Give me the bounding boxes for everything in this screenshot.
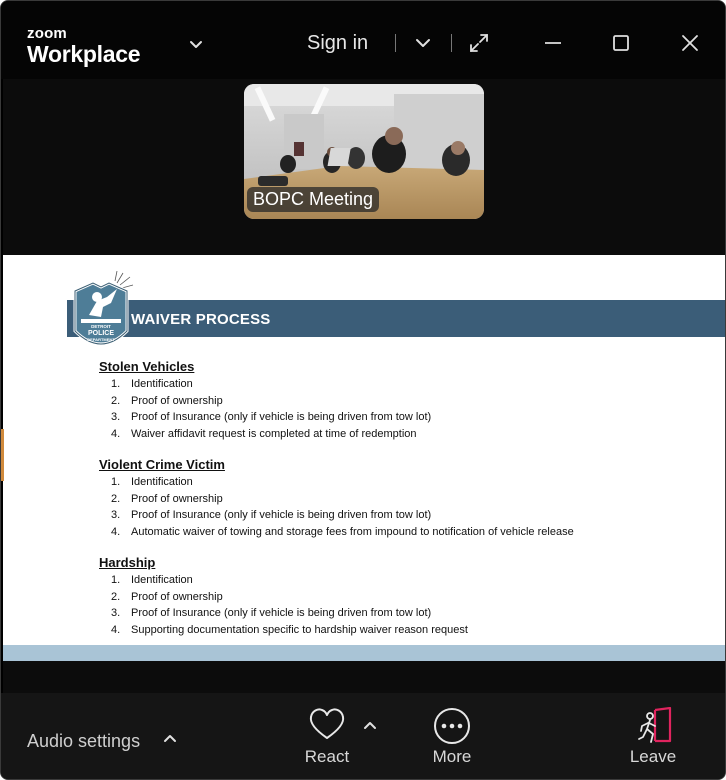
more-button[interactable] [426, 707, 478, 767]
requirements-list [99, 572, 468, 639]
slide-footer-band [3, 645, 725, 661]
audio-settings-button[interactable]: Audio settings [27, 731, 141, 751]
react-label: React [304, 747, 350, 766]
shared-screen-slide [3, 255, 725, 661]
maximize-icon[interactable] [610, 32, 632, 54]
chevron-down-icon[interactable] [187, 36, 205, 54]
more-icon [433, 707, 471, 745]
titlebar-divider [395, 34, 396, 52]
list-item: 3. Proof of Insurance (only if vehicle is being driven from tow lot) [111, 607, 432, 620]
list-item: 2. Proof of ownership [111, 590, 223, 603]
svg-text:DETROIT: DETROIT [91, 324, 111, 329]
participant-name-label: BOPC Meeting [247, 187, 379, 212]
brand-zoom-text: zoom [27, 25, 67, 42]
section-heading: Hardship [99, 555, 156, 570]
chevron-down-icon[interactable] [412, 32, 434, 54]
list-item: 3. Proof of Insurance (only if vehicle is being driven from tow lot) [111, 509, 432, 522]
list-item: 1. Identification [111, 378, 193, 390]
expand-icon[interactable] [468, 32, 490, 54]
leave-button[interactable] [627, 707, 679, 767]
zoom-workplace-logo [27, 27, 140, 67]
police-badge-logo [67, 271, 139, 359]
list-item: 1. Identification [111, 574, 193, 586]
brand-workplace-text: Workplace [27, 41, 141, 67]
slide-title: WAIVER PROCESS [131, 311, 271, 328]
titlebar-divider [451, 34, 452, 52]
section-heading: Stolen Vehicles [99, 359, 195, 374]
section-hardship [99, 555, 468, 639]
sign-in-button[interactable]: Sign in [307, 32, 369, 54]
meeting-toolbar [1, 693, 726, 780]
section-heading: Violent Crime Victim [99, 457, 225, 472]
more-label: More [432, 747, 472, 766]
svg-text:POLICE: POLICE [87, 330, 115, 337]
background-window-edge [1, 429, 4, 481]
react-button[interactable] [303, 707, 351, 767]
list-item: 2. Proof of ownership [111, 394, 223, 407]
section-violent-crime-victim [99, 457, 574, 541]
list-item: 3. Proof of Insurance (only if vehicle is being driven from tow lot) [111, 411, 432, 424]
list-item: 2. Proof of ownership [111, 492, 223, 505]
requirements-list [99, 376, 431, 443]
list-item: 4. Waiver affidavit request is completed at time of redemption [111, 428, 417, 441]
minimize-icon[interactable] [542, 32, 564, 54]
requirements-list [99, 474, 574, 541]
title-bar [1, 1, 726, 79]
svg-text:DEPARTMENT: DEPARTMENT [87, 337, 115, 342]
list-item: 1. Identification [111, 476, 193, 488]
video-background [3, 661, 725, 693]
list-item: 4. Automatic waiver of towing and storage fees from impound to notification of vehicle release [111, 526, 574, 539]
section-stolen-vehicles [99, 359, 431, 443]
leave-label: Leave [629, 747, 677, 766]
list-item: 4. Supporting documentation specific to hardship waiver reason request [111, 624, 468, 637]
close-icon[interactable] [679, 32, 701, 54]
leave-door-icon [633, 707, 673, 745]
chevron-up-icon[interactable] [162, 731, 178, 747]
chevron-up-icon[interactable] [362, 718, 378, 734]
heart-icon [308, 707, 346, 741]
